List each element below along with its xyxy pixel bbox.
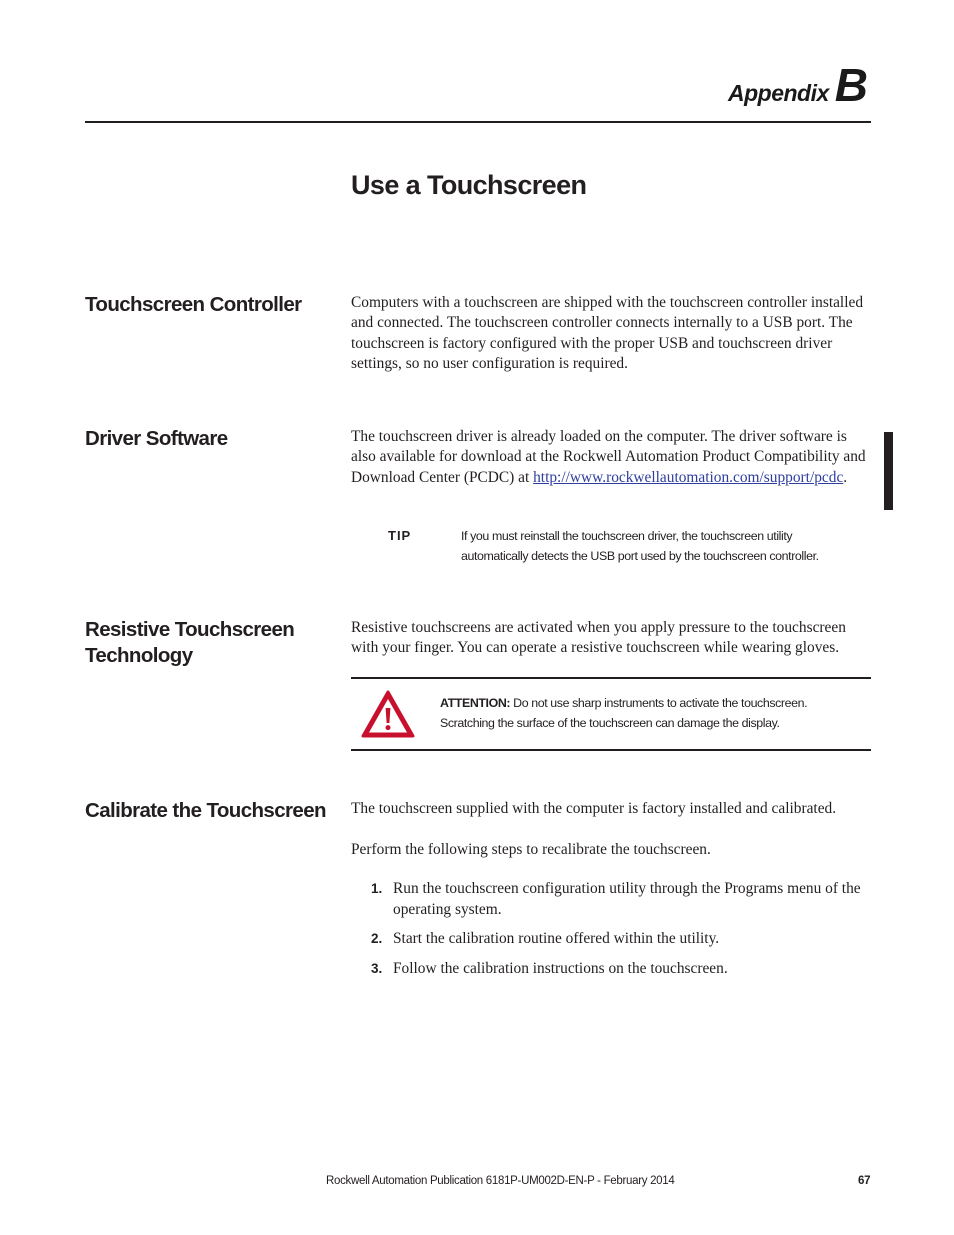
list-item [351, 879, 871, 920]
step-text: Follow the calibration instructions on the touchscreen. [393, 959, 728, 977]
tip-label: TIP [388, 528, 412, 543]
controller-paragraph: Computers with a touchscreen are shipped with the touchscreen controller installed and connected. The touchscreen controller connects internally to a USB port. The touchscreen is factory configured with the proper USB and touchscreen driver settings, so no user configuration is required. [351, 294, 864, 372]
step-number: 3. [371, 960, 383, 976]
footer-publication: Rockwell Automation Publication 6181P-UM002D-EN-P - February 2014 [326, 1175, 675, 1187]
appendix-heading [727, 59, 868, 111]
page-title: Use a Touchscreen [351, 170, 587, 200]
chapter-thumb-tab [884, 432, 893, 510]
driver-paragraph [351, 427, 871, 488]
resistive-paragraph: Resistive touchscreens are activated when you apply pressure to the touchscreen with your finger. You can operate a resistive touchscreen while wearing gloves. [351, 619, 846, 657]
attention-text [440, 693, 860, 733]
calibration-steps-list [351, 879, 871, 988]
heading-resistive-touchscreen: Resistive Touchscreen Technology [85, 618, 295, 667]
driver-text: The touchscreen driver is already loaded on the computer. The driver software is also available for download at the Rockwell Automation Product Compatibility and Download Center (PCDC) at [351, 428, 866, 486]
appendix-word: Appendix [727, 80, 829, 106]
step-number: 1. [371, 881, 383, 896]
list-item [351, 959, 871, 980]
heading-driver-software: Driver Software [85, 427, 228, 450]
list-item [351, 929, 871, 950]
warning-triangle-icon [360, 689, 416, 739]
step-text: Start the calibration routine offered within the utility. [393, 930, 720, 947]
appendix-letter: B [834, 59, 868, 111]
header-rule [85, 121, 871, 123]
heading-touchscreen-controller: Touchscreen Controller [85, 293, 302, 316]
page-number: 67 [858, 1175, 871, 1187]
calibrate-paragraph-2: Perform the following steps to recalibrate the touchscreen. [351, 841, 711, 858]
attention-message: Do not use sharp instruments to activate the touchscreen. Scratching the surface of the touchscreen can damage the display. [440, 696, 808, 730]
tip-text: If you must reinstall the touchscreen driver, the touchscreen utility automatically detects the USB port used by the touchscreen controller. [461, 529, 819, 563]
attention-box [351, 677, 871, 751]
attention-label: ATTENTION: [440, 696, 511, 710]
step-text: Run the touchscreen configuration utility through the Programs menu of the operating system. [393, 880, 861, 918]
calibrate-paragraph-1: The touchscreen supplied with the computer is factory installed and calibrated. [351, 800, 837, 817]
heading-calibrate-touchscreen: Calibrate the Touchscreen [85, 799, 326, 822]
driver-text-end: . [843, 468, 848, 486]
step-number: 2. [371, 931, 383, 946]
pcdc-link[interactable]: http://www.rockwellautomation.com/support/pcdc [533, 468, 844, 486]
